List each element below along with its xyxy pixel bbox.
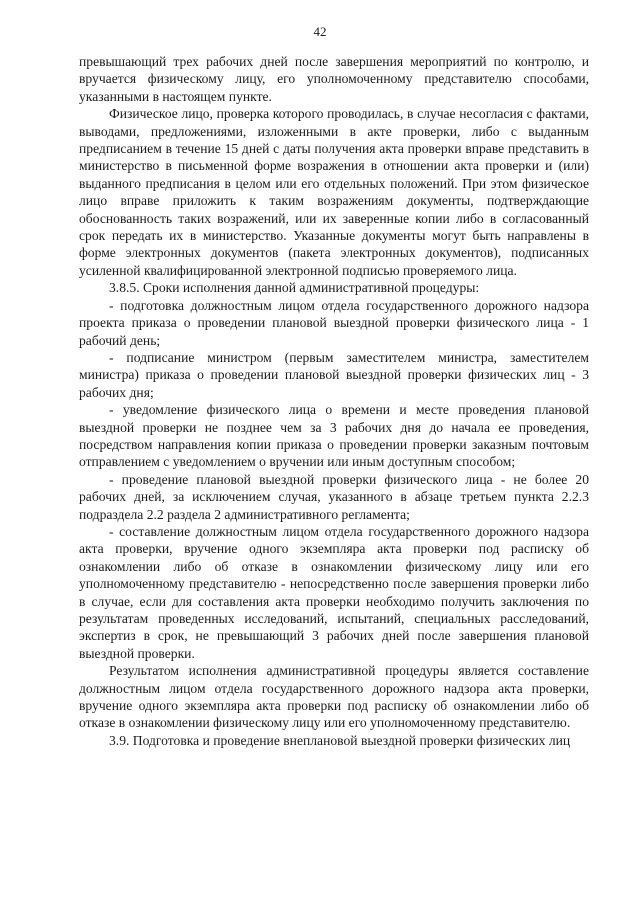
paragraph: превышающий трех рабочих дней после завершения мероприятий по контролю, и вручается физическому лицу, его уполномоченному представителю способами, указанными в настоящем пункте. [79,54,589,104]
paragraph: - подписание министром (первым заместителем министра, заместителем министра) приказа о проведении плановой выездной проверки физических лиц - 3 рабочих дня; [79,349,589,400]
paragraph: - подготовка должностным лицом отдела государственного дорожного надзора проекта приказа о проведении плановой выездной проверки физического лица - 1 рабочий день; [79,297,589,348]
page-number: 42 [313,24,327,39]
paragraph: - составление должностным лицом отдела государственного дорожного надзора акта проверки, вручение одного экземпляра акта проверки под расписку об ознакомлении либо об отказе в ознакомлении физическому лицу или его уполномоченному представителю - непосредственно после завершения проверки либо в случае, если для составления акта проверки необходимо получить заключения по результатам проведенных исследований, испытаний, специальных расследований, экспертиз в срок, не превышающий 3 рабочих дней после завершения плановой выездной проверки. [79,523,589,661]
document-body [79,53,589,749]
paragraph: - уведомление физического лица о времени и месте проведения плановой выездной проверки не позднее чем за 3 рабочих дня до начала ее проведения, посредством направления копии приказа о проведении проверки заказным почтовым отправлением с уведомлением о вручении или иным доступным способом; [79,402,589,470]
paragraph: Физическое лицо, проверка которого проводилась, в случае несогласия с фактами, выводами, предложениями, изложенными в акте проверки, либо с выданным предписанием в течение 15 дней с даты получения акта проверки вправе представить в министерство в письменной форме возражения в отношении акта проверки и (или) выданного предписания в целом или его отдельных положений. При этом физическое лицо вправе приложить к таким возражениям документы, подтверждающие обоснованность таких возражений, или их заверенные копии либо в согласованный срок передать их в министерство. Указанные документы могут быть направлены в форме электронных документов (пакета электронных документов), подписанных усиленной квалифицированной электронной подписью проверяемого лица. [79,106,589,278]
paragraph: Результатом исполнения административной процедуры является составление должностным лицом отдела государственного дорожного надзора акта проверки, вручение одного экземпляра акта проверки под расписку об ознакомлении либо об отказе в ознакомлении физическому лицу или его уполномоченному представителю. [79,663,589,731]
paragraph: 3.9. Подготовка и проведение внеплановой выездной проверки физических лиц [109,732,571,748]
paragraph: 3.8.5. Сроки исполнения данной административной процедуры: [109,280,480,296]
paragraph: - проведение плановой выездной проверки физического лица - не более 20 рабочих дней, за исключением случая, указанного в абзаце третьем пункта 2.2.3 подраздела 2.2 раздела 2 административного регламента; [79,471,589,522]
